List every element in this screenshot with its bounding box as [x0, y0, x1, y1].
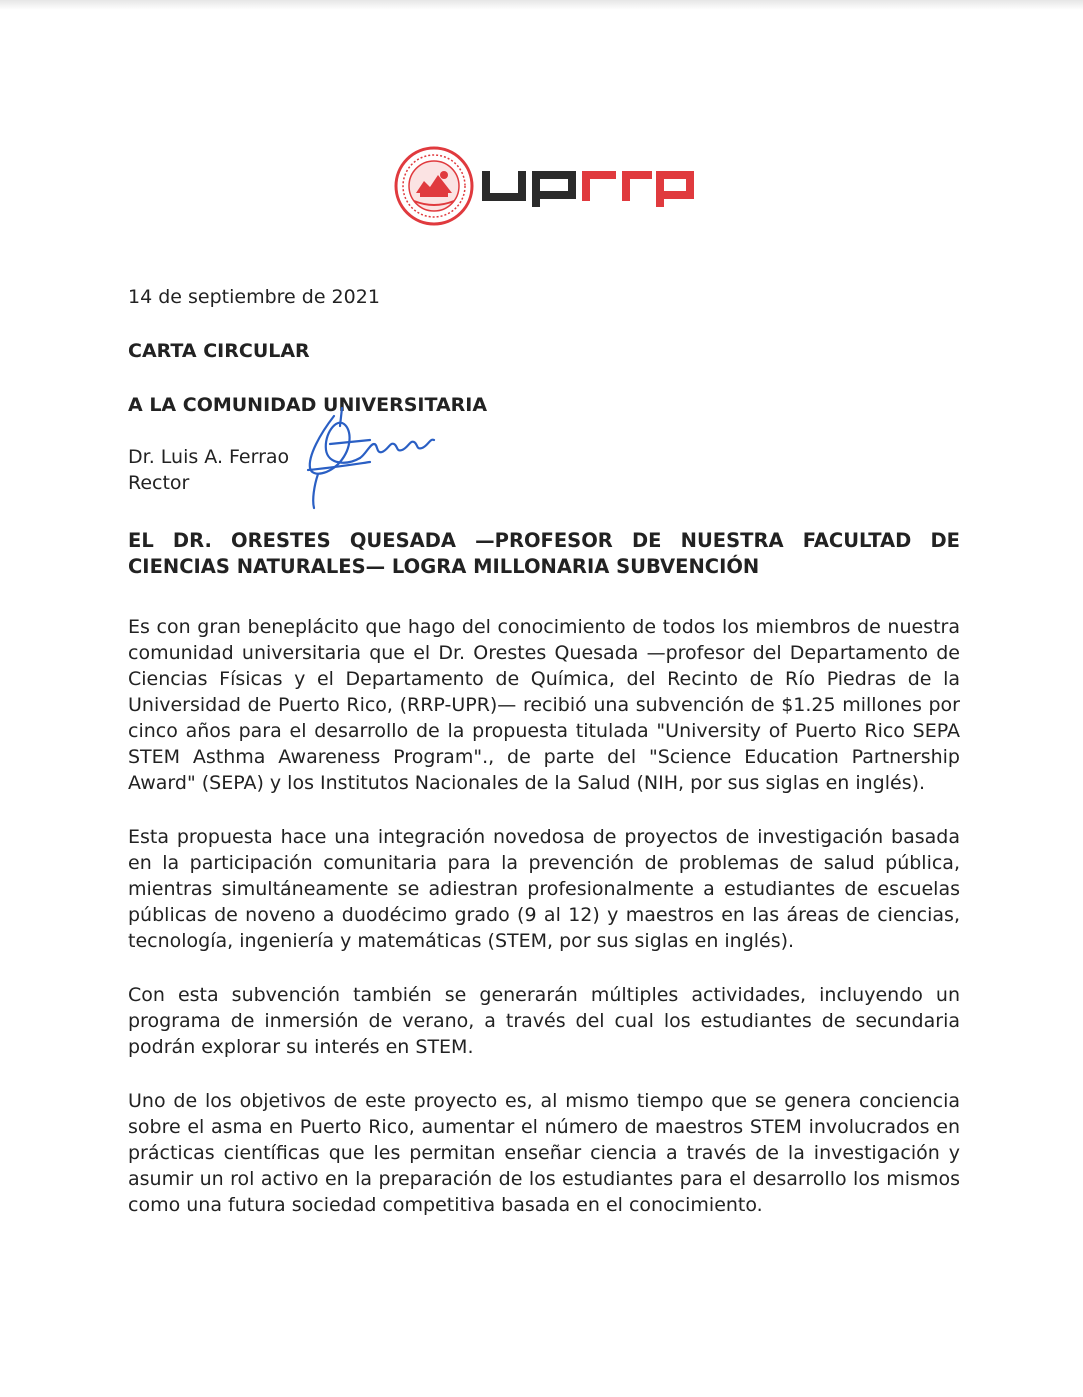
- body-paragraph-4: Uno de los objetivos de este proyecto es, al mismo tiempo que se genera conciencia sobre el asma en Puerto Rico, aumentar el número de maestros STEM involucrados en prácticas científicas que les permitan enseñar ciencia a través de la investigación y asumir un rol activo en la preparación de los estudiantes para el desarrollo los mismos como una futura sociedad competitiva basada en el conocimiento.: [128, 1090, 960, 1216]
- letter-date: 14 de septiembre de 2021: [128, 286, 380, 308]
- handwritten-signature: [300, 404, 440, 514]
- letter-audience: A LA COMUNIDAD UNIVERSITARIA: [128, 394, 488, 416]
- sender-title: Rector: [128, 472, 190, 494]
- body-paragraph-1: Es con gran beneplácito que hago del conocimiento de todos los miembros de nuestra comunidad universitaria que el Dr. Orestes Quesada —profesor del Departamento de Ciencias Físicas y el Departamento de Química, del Recinto de Río Piedras de la Universidad de Puerto Rico, (RRP-UPR)— recibió una subvención de $1.25 millones por cinco años para el desarrollo de la propuesta titulada "University of Puerto Rico SEPA STEM Asthma Awareness Program"., de parte del "Science Education Partnership Award" (SEPA) y los Institutos Nacionales de la Salud (NIH, por sus siglas en inglés).: [128, 616, 960, 794]
- uprrp-seal-and-wordmark: [394, 145, 694, 227]
- letter-body: [128, 284, 960, 1218]
- university-seal-icon: [396, 148, 472, 224]
- body-paragraph-2: Esta propuesta hace una integración novedosa de proyectos de investigación basada en la participación comunitaria para la prevención de problemas de salud pública, mientras simultáneamente se adiestran profesionalmente a estudiantes de escuelas públicas de noveno a duodécimo grado (9 al 12) y maestros en las áreas de ciencias, tecnología, ingeniería y matemáticas (STEM, por sus siglas en inglés).: [128, 826, 960, 952]
- scan-edge-shadow: [0, 0, 1083, 10]
- sender-name: Dr. Luis A. Ferrao: [128, 446, 290, 468]
- body-paragraph-3: Con esta subvención también se generarán múltiples actividades, incluyendo un programa de inmersión de verano, a través del cual los estudiantes de secundaria podrán explorar su interés en STEM.: [128, 984, 960, 1058]
- letter-subject: EL DR. ORESTES QUESADA —PROFESOR DE NUESTRA FACULTAD DE CIENCIAS NATURALES— LOGRA MILLONARIA SUBVENCIÓN: [128, 529, 960, 578]
- uprrp-logo: [394, 145, 694, 227]
- letter-type: CARTA CIRCULAR: [128, 340, 310, 362]
- sender-block: [128, 444, 960, 500]
- uprrp-wordmark-icon: [486, 171, 690, 207]
